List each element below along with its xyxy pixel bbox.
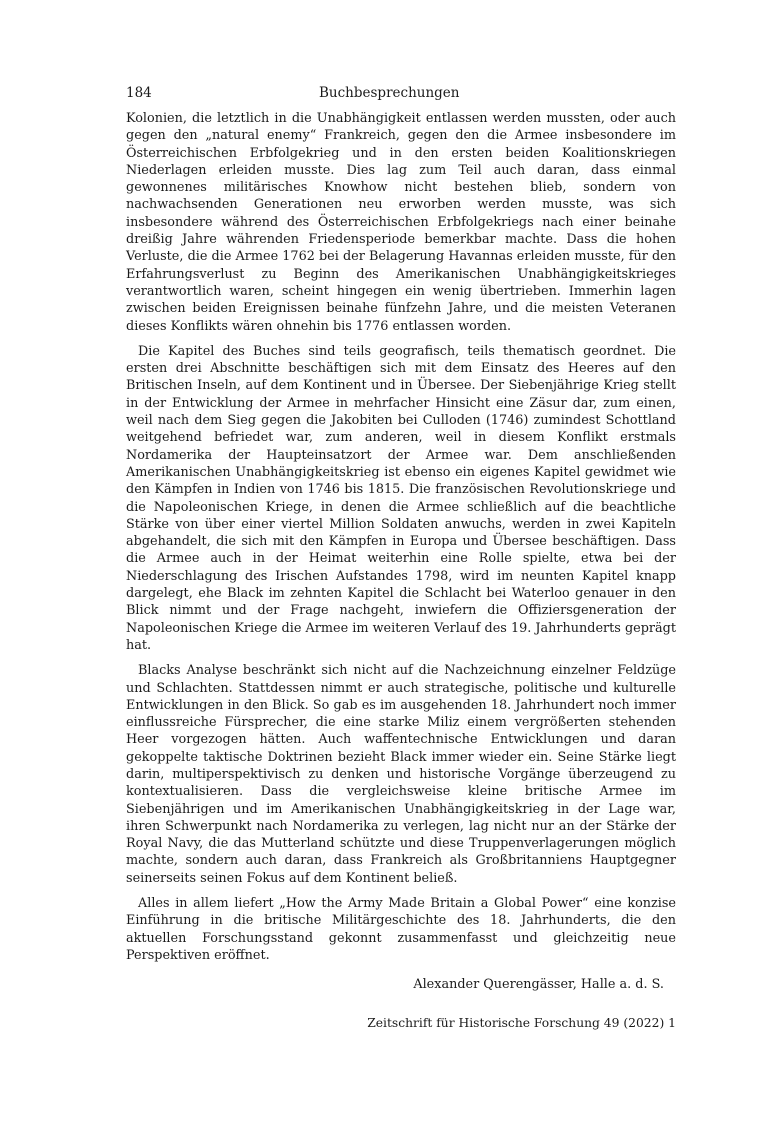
paragraph-3: Blacks Analyse beschränkt sich nicht auf die Nachzeichnung einzelner Feldzüge und Schlachten. Stattdessen nimmt er auch strategische, politische und kulturelle Entwicklungen in den Blick. So gab es im ausgehenden 18. Jahrhundert noch immer einflussreiche Fürsprecher, die eine starke Miliz einem vergrößerten stehenden Heer vorgezogen hätten. Auch waffentechnische Entwicklungen und daran gekoppelte taktische Doktrinen bezieht Black immer wieder ein. Seine Stärke liegt darin, multiperspektivisch zu denken und historische Vorgänge überzeugend zu kontextualisieren. Dass die vergleichsweise kleine britische Armee im Siebenjährigen und im Amerikanischen Unabhängigkeitskrieg in der Lage war, ihren Schwerpunkt nach Nordamerika zu verlegen, lag nicht nur an der Stärke der Royal Navy, die das Mutterland schützte und diese Truppenverlagerungen möglich machte, sondern auch daran, dass Frankreich als Großbritanniens Hauptgegner seinerseits seinen Fokus auf dem Kontinent beließ. <box>126 663 676 886</box>
running-head <box>126 84 676 102</box>
reviewer-signature: Alexander Querengässer, Halle a. d. S. <box>413 977 664 993</box>
journal-footer: Zeitschrift für Historische Forschung 49 (2022) 1 <box>367 1016 676 1030</box>
paragraph-2: Die Kapitel des Buches sind teils geografisch, teils thematisch geordnet. Die ersten drei Abschnitte beschäftigen sich mit dem Einsatz des Heeres auf den Britischen Inseln, auf dem Kontinent und in Übersee. Der Siebenjährige Krieg stellt in der Entwicklung der Armee in mehrfacher Hinsicht eine Zäsur dar, zum einen, weil nach dem Sieg gegen die Jakobiten bei Culloden (1746) zumindest Schottland weitgehend befriedet war, zum anderen, weil in diesem Konflikt erstmals Nordamerika der Haupteinsatzort der Armee war. Dem anschließenden Amerikanischen Unabhängigkeitskrieg ist ebenso ein eigenes Kapitel gewidmet wie den Kämpfen in Indien von 1746 bis 1815. Die französischen Revolutionskriege und die Napoleonischen Kriege, in denen die Armee schließlich auf die beachtliche Stärke von über einer viertel Million Soldaten anwuchs, werden in zwei Kapiteln abgehandelt, die sich mit den Kämpfen in Europa und Übersee beschäftigen. Dass die Armee auch in der Heimat weiterhin eine Rolle spielte, etwa bei der Niederschlagung des Irischen Aufstandes 1798, wird im neunten Kapitel knapp dargelegt, ehe Black im zehnten Kapitel die Schlacht bei Waterloo genauer in den Blick nimmt und der Frage nachgeht, inwiefern die Offiziersgeneration der Napoleonischen Kriege die Armee im weiteren Verlauf des 19. Jahrhunderts geprägt hat. <box>126 343 676 653</box>
page-number: 184 <box>126 85 152 101</box>
paragraph-4: Alles in allem liefert „How the Army Made Britain a Global Power“ eine konzise Einführung in die britische Militärgeschichte des 18. Jahrhunderts, die den aktuellen Forschungsstand gekonnt zusammenfasst und gleichzeitig neue Perspektiven eröffnet. <box>126 896 676 963</box>
paragraph-1: Kolonien, die letztlich in die Unabhängigkeit entlassen werden mussten, oder auch gegen den „natural enemy“ Frankreich, gegen den die Armee insbesondere im Österreichischen Erbfolgekrieg und in den ersten beiden Koalitionskriegen Niederlagen erleiden musste. Dies lag zum Teil auch daran, dass einmal gewonnenes militärisches Knowhow nicht bestehen blieb, sondern von nachwachsenden Generationen neu erworben werden musste, was sich insbesondere während des Österreichischen Erbfolgekriegs nach einer beinahe dreißig Jahre währenden Friedensperiode bemerkbar machte. Dass die hohen Verluste, die die Armee 1762 bei der Belagerung Havannas erleiden musste, für den Erfahrungsverlust zu Beginn des Amerikanischen Unabhängigkeitskrieges verantwortlich waren, scheint hingegen ein wenig übertrieben. Immerhin lagen zwischen beiden Ereignissen beinahe fünfzehn Jahre, und die meisten Veteranen dieses Konflikts wären ohnehin bis 1776 entlassen worden. <box>126 111 676 334</box>
page <box>126 84 676 994</box>
review-body <box>126 110 676 964</box>
section-title: Buchbesprechungen <box>319 85 460 101</box>
